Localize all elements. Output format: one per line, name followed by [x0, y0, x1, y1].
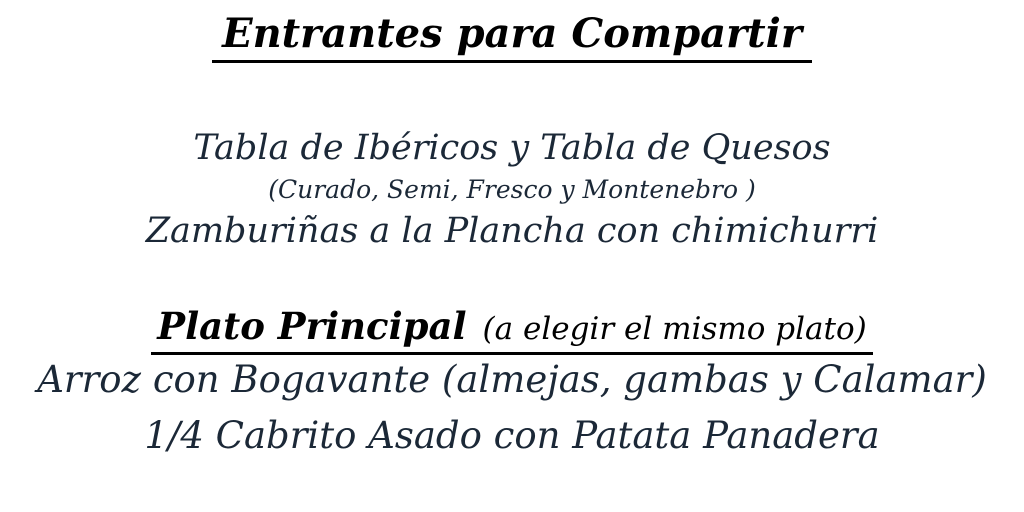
menu-item-arroz-bogavante: Arroz con Bogavante (almejas, gambas y Calamar) — [37, 358, 987, 401]
main-course-section-header — [0, 306, 1024, 355]
menu-item-ibericos-quesos: Tabla de Ibéricos y Tabla de Quesos — [193, 128, 831, 168]
main-course-section-title: Plato Principal — [157, 304, 467, 348]
starters-section-title: Entrantes para Compartir — [212, 12, 812, 63]
starters-section-header — [0, 12, 1024, 63]
menu-item-quesos-note: (Curado, Semi, Fresco y Montenebro ) — [268, 175, 756, 204]
main-course-header-underline — [151, 306, 872, 355]
main-course-section-note: (a elegir el mismo plato) — [482, 311, 867, 347]
menu-item-zamburinas: Zamburiñas a la Plancha con chimichurri — [145, 211, 879, 251]
menu-item-cabrito-asado: 1/4 Cabrito Asado con Patata Panadera — [144, 414, 880, 457]
